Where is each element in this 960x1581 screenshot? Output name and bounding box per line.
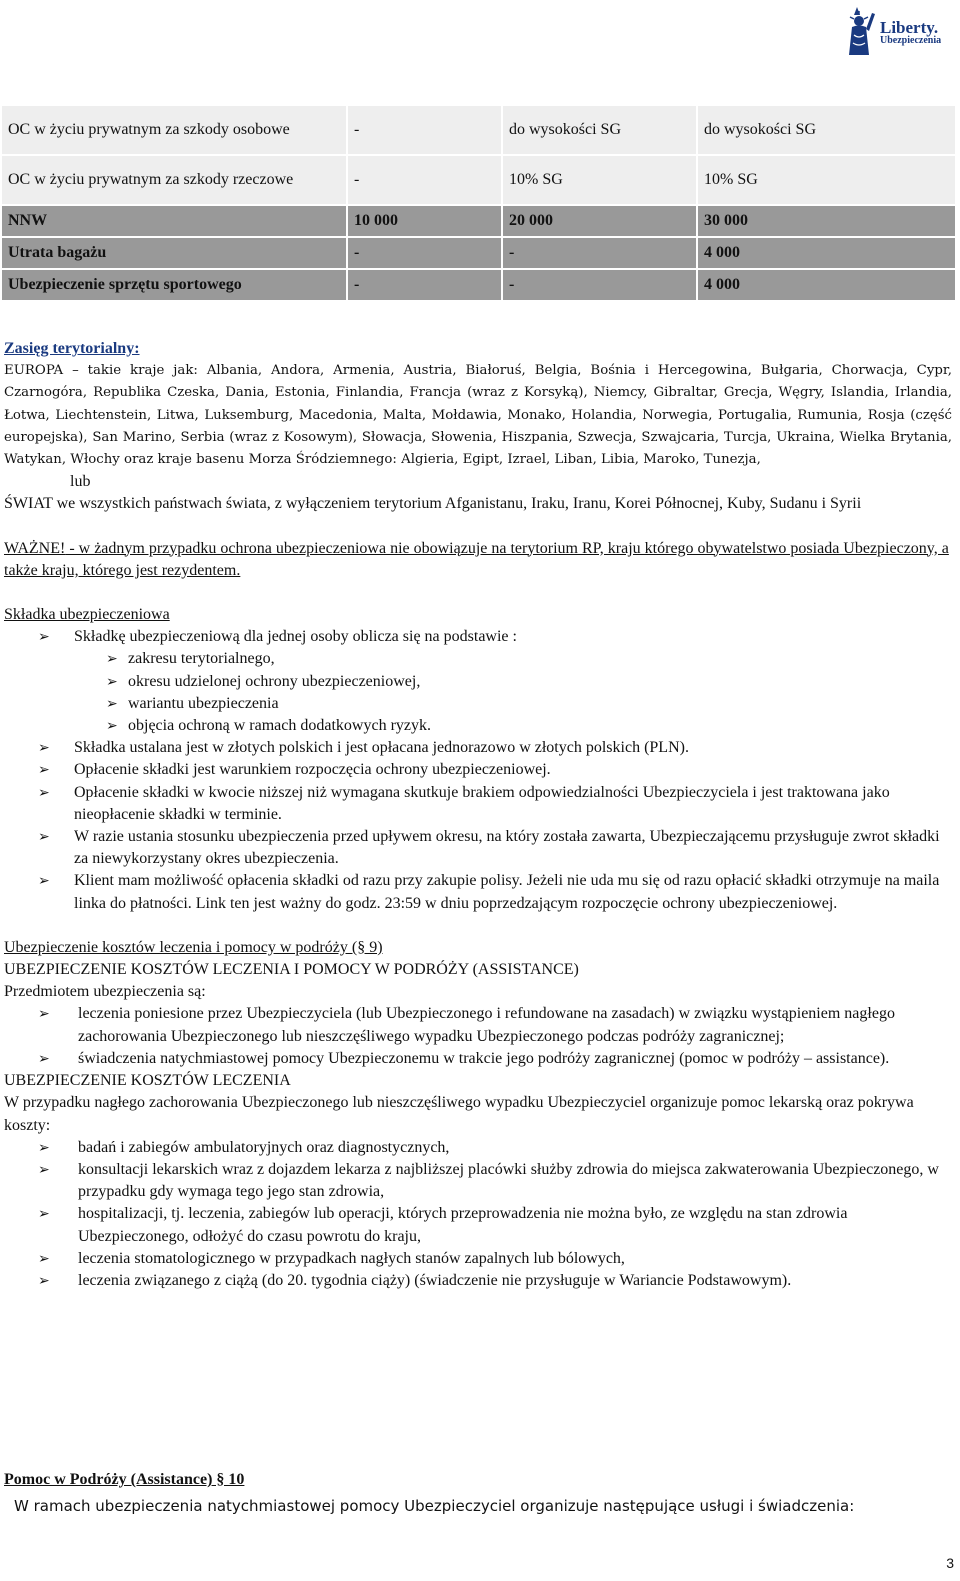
coverage-table — [0, 104, 957, 302]
medical-cost-item: ➢ badań i zabiegów ambulatoryjnych oraz diagnostycznych, — [4, 1137, 952, 1159]
premium-basis-item: ➢ zakresu terytorialnego, — [4, 648, 952, 670]
coverage-row — [1, 269, 956, 301]
coverage-cell: - — [502, 269, 697, 301]
coverage-cell: - — [347, 237, 502, 269]
coverage-cell: 30 000 — [697, 205, 956, 237]
territory-lub: lub — [70, 473, 91, 491]
coverage-cell: OC w życiu prywatnym za szkody osobowe — [1, 105, 347, 155]
coverage-cell: Ubezpieczenie sprzętu sportowego — [1, 269, 347, 301]
medical-heading: Ubezpieczenie kosztów leczenia i pomocy w podróży (§ 9) — [4, 938, 383, 956]
premium-rule-item: ➢ Opłacenie składki jest warunkiem rozpoczęcia ochrony ubezpieczeniowej. — [4, 759, 952, 781]
medical-intro-2: W przypadku nagłego zachorowania Ubezpieczonego lub nieszczęśliwego wypadku Ubezpieczyciel organizuje pomoc lekarską oraz pokrywa koszty: — [4, 1094, 914, 1134]
coverage-cell: 10% SG — [502, 155, 697, 205]
page-number: 3 — [946, 1555, 954, 1571]
coverage-cell: 10% SG — [697, 155, 956, 205]
premium-basis-item: ➢ okresu udzielonej ochrony ubezpieczeniowej, — [4, 671, 952, 693]
coverage-row — [1, 155, 956, 205]
insurance-subject-item: ➢ leczenia poniesione przez Ubezpieczyciela (lub Ubezpieczonego i refundowane na zasadach) w związku wystąpieniem nagłego zachorowania Ubezpieczonego lub nieszczęśliwego wypadku Ubezpieczonego podczas podróży zagranicznej; — [4, 1003, 952, 1047]
insurance-subject-item: ➢ świadczenia natychmiastowej pomocy Ubezpieczonemu w trakcie jego podróży zagranicznej (pomoc w podróży – assistance). — [4, 1048, 952, 1070]
premium-rule-item: ➢ Opłacenie składki w kwocie niższej niż wymagana skutkuje brakiem odpowiedzialności Ubezpieczyciela i jest traktowana jako nieopłacenie składki w terminie. — [4, 782, 952, 826]
coverage-cell: Utrata bagażu — [1, 237, 347, 269]
coverage-row — [1, 237, 956, 269]
coverage-cell: 10 000 — [347, 205, 502, 237]
coverage-cell: - — [347, 155, 502, 205]
premium-rule-item: ➢ Klient mam możliwość opłacenia składki od razu przy zakupie polisy. Jeżeli nie uda mu się od razu opłacić składki otrzymuje na maila linka do płatności. Link ten jest ważny do godz. 23:59 w dniu poprzedzającym rozpoczęcie ochrony ubezpieczeniowej. — [4, 870, 952, 914]
important-text: - w żadnym przypadku ochrona ubezpieczeniowa nie obowiązuje na terytorium RP, kraju którego obywatelstwo posiada Ubezpieczony, a także kraju, którego jest rezydentem. — [4, 539, 949, 579]
premium-intro: Składkę ubezpieczeniową dla jednej osoby oblicza się na podstawie : — [74, 628, 517, 646]
important-note — [4, 538, 952, 582]
medical-title-2: UBEZPIECZENIE KOSZTÓW LECZENIA — [4, 1072, 291, 1090]
medical-cost-item: ➢ leczenia stomatologicznego w przypadkach nagłych stanów zapalnych lub bólowych, — [4, 1248, 952, 1270]
coverage-cell: NNW — [1, 205, 347, 237]
important-label: WAŻNE! — [4, 539, 66, 557]
premium-rule-item: ➢ W razie ustania stosunku ubezpieczenia przed upływem okresu, na który została zawarta, Ubezpieczającemu przysługuje zwrot składki za niewykorzystany okres ubezpieczenia. — [4, 826, 952, 870]
coverage-row — [1, 105, 956, 155]
territory-europe: EUROPA – takie kraje jak: Albania, Andora, Armenia, Austria, Białoruś, Belgia, Bośnia i Hercegowina, Bułgaria, Chorwacja, Cypr, Czarnogóra, Republika Czeska, Dania, Estonia, Finlandia, Francja (wraz z Korsyką), Niemcy, Gibraltar, Grecja, Węgry, Islandia, Irlandia, Łotwa, Liechtenstein, Litwa, Luksemburg, Macedonia, Malta, Mołdawia, Monako, Holandia, Norwegia, Portugalia, Rumunia, Rosja (część europejska), San Marino, Serbia (wraz z Kosowym), Słowacja, Słowenia, Hiszpania, Szwecja, Szwajcaria, Turcja, Ukraina, Wielka Brytania, Watykan, Włochy oraz kraje basenu Morza Śródziemnego: Algieria, Egipt, Izrael, Liban, Libia, Maroko, Tunezja, — [4, 363, 952, 468]
premium-intro-item — [4, 626, 952, 648]
territory-world: ŚWIAT we wszystkich państwach świata, z wyłączeniem terytorium Afganistanu, Iraku, Iranu, Korei Północnej, Kuby, Sudanu i Syrii — [4, 495, 862, 513]
document-content — [4, 338, 952, 1292]
medical-subject: Przedmiotem ubezpieczenia są: — [4, 983, 206, 1001]
assistance-heading: Pomoc w Podróży (Assistance) § 10 — [4, 1471, 245, 1488]
coverage-cell: do wysokości SG — [697, 105, 956, 155]
statue-of-liberty-icon — [840, 5, 878, 59]
coverage-cell: 4 000 — [697, 237, 956, 269]
medical-cost-item: ➢ konsultacji lekarskich wraz z dojazdem lekarza z najbliższej placówki służby zdrowia do miejsca zakwaterowania Ubezpieczonego, w przypadku gdy wymaga tego jego stan zdrowia, — [4, 1159, 952, 1203]
premium-basis-item: ➢ objęcia ochroną w ramach dodatkowych ryzyk. — [4, 715, 952, 737]
logo-sub-text: Ubezpieczenia — [880, 34, 942, 46]
premium-basis-item: ➢ wariantu ubezpieczenia — [4, 693, 952, 715]
premium-rule-item: ➢ Składka ustalana jest w złotych polskich i jest opłacana jednorazowo w złotych polskich (PLN). — [4, 737, 952, 759]
medical-title: UBEZPIECZENIE KOSZTÓW LECZENIA I POMOCY W PODRÓŻY (ASSISTANCE) — [4, 961, 579, 979]
liberty-logo — [840, 4, 952, 60]
coverage-cell: OC w życiu prywatnym za szkody rzeczowe — [1, 155, 347, 205]
medical-cost-item: ➢ hospitalizacji, tj. leczenia, zabiegów lub operacji, których przeprowadzenia nie można było, ze względu na stan zdrowia Ubezpieczonego, odłożyć do czasu powrotu do kraju, — [4, 1203, 952, 1247]
coverage-row — [1, 205, 956, 237]
coverage-cell: - — [347, 269, 502, 301]
coverage-cell: do wysokości SG — [502, 105, 697, 155]
premium-heading: Składka ubezpieczeniowa — [4, 606, 170, 624]
territory-heading: Zasięg terytorialny: — [4, 340, 140, 357]
coverage-cell: - — [502, 237, 697, 269]
logo-brand-text: Liberty. — [880, 17, 939, 37]
coverage-cell: - — [347, 105, 502, 155]
coverage-cell: 20 000 — [502, 205, 697, 237]
assistance-text: W ramach ubezpieczenia natychmiastowej pomocy Ubezpieczyciel organizuje następujące usługi i świadczenia: — [14, 1497, 855, 1515]
medical-cost-item: ➢ leczenia związanego z ciążą (do 20. tygodnia ciąży) (świadczenie nie przysługuje w Wariancie Podstawowym). — [4, 1270, 952, 1292]
coverage-cell: 4 000 — [697, 269, 956, 301]
